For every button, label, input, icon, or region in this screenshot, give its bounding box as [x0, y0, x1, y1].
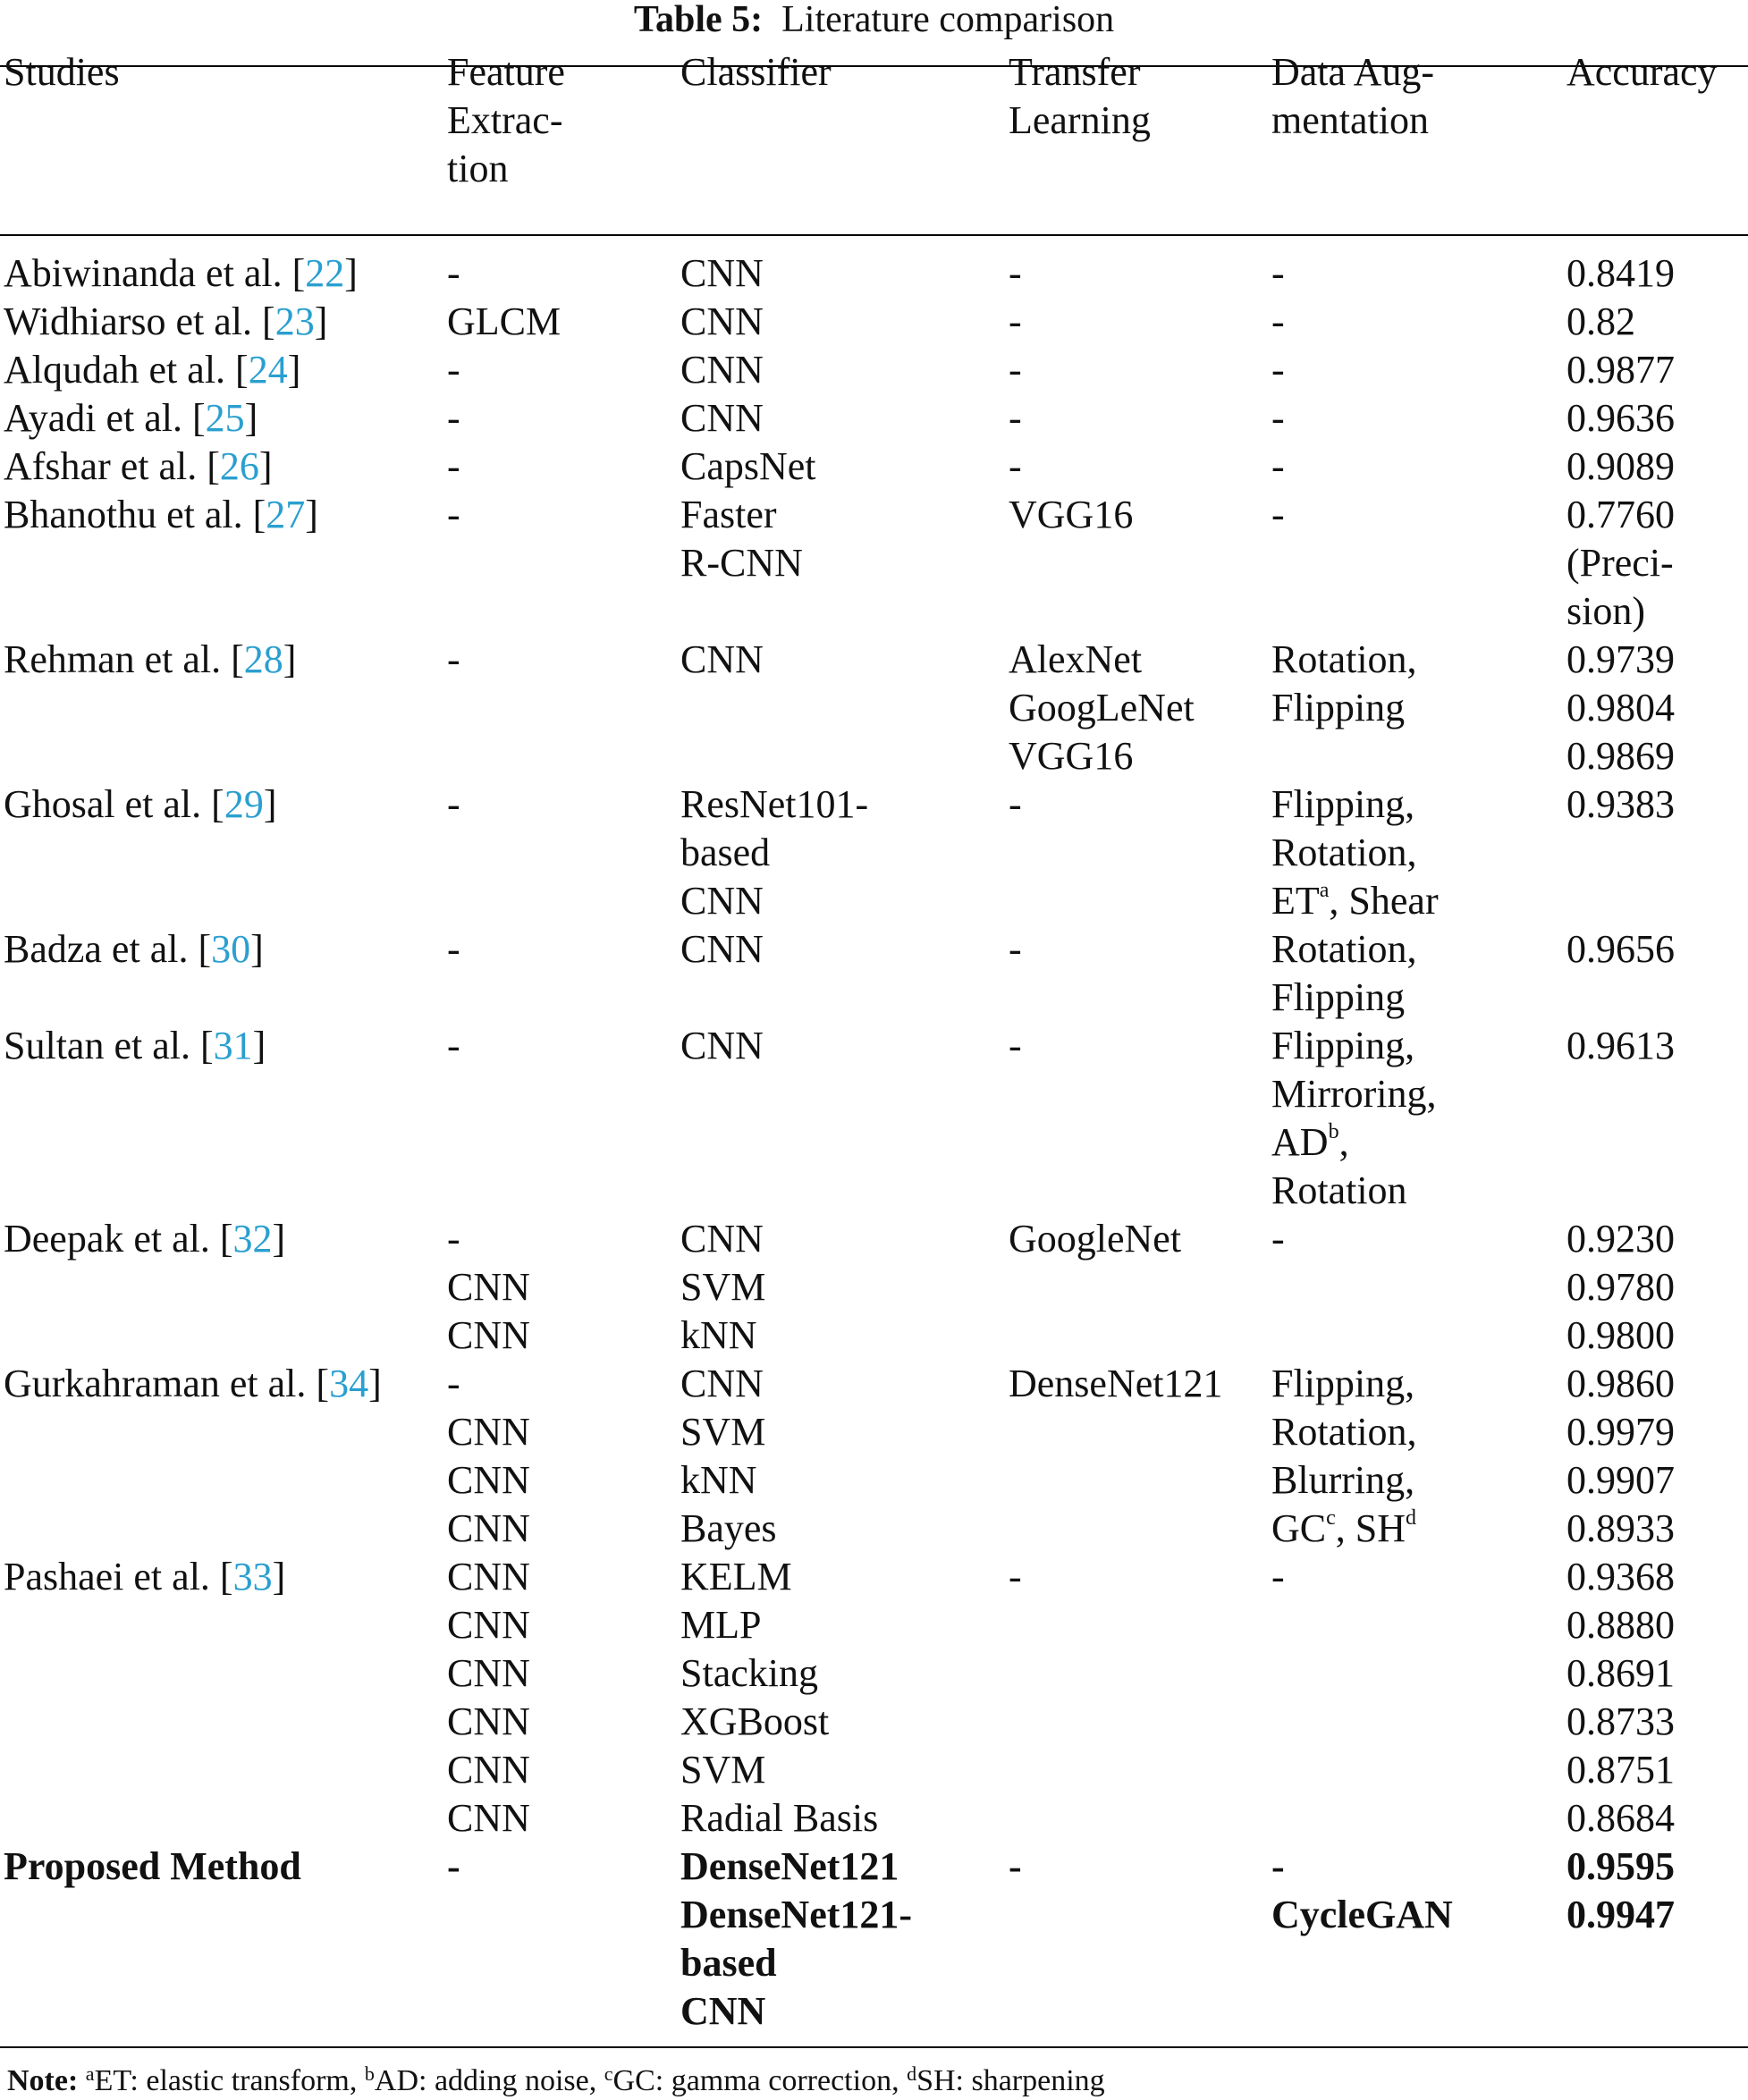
cell-accuracy: 0.9739 0.9804 0.9869: [1566, 637, 1675, 778]
cell-study: Deepak et al. [32]: [4, 1217, 286, 1261]
header-rule: [0, 234, 1748, 236]
cell-study: Afshar et al. [26]: [4, 444, 273, 488]
cell-transfer-learning: -: [1009, 348, 1022, 392]
cell-feature-extraction: -: [447, 1024, 460, 1067]
cell-transfer-learning: -: [1009, 396, 1022, 440]
cell-data-augmentation: -: [1271, 1217, 1285, 1261]
note-label: Note:: [7, 2064, 79, 2097]
cell-classifier: CNN: [680, 251, 764, 295]
table-label: Table 5:: [633, 0, 764, 40]
cell-data-augmentation: -: [1271, 348, 1285, 392]
cell-feature-extraction: GLCM: [447, 299, 562, 343]
citation-link[interactable]: 30: [211, 927, 251, 971]
cell-data-augmentation: Rotation, Flipping: [1271, 637, 1417, 730]
cell-accuracy: 0.9877: [1566, 348, 1675, 392]
cell-classifier: CNN SVM kNN: [680, 1217, 766, 1357]
cell-feature-extraction: - CNN CNN: [447, 1217, 530, 1357]
cell-data-augmentation: -: [1271, 1555, 1285, 1598]
cell-study: Bhanothu et al. [27]: [4, 493, 318, 536]
cell-transfer-learning: -: [1009, 1024, 1022, 1067]
header-accuracy: Accuracy: [1566, 50, 1718, 94]
citation-link[interactable]: 23: [274, 299, 315, 343]
cell-data-augmentation: -: [1271, 299, 1285, 343]
cell-feature-extraction: -: [447, 1844, 460, 1888]
cell-feature-extraction: -: [447, 251, 460, 295]
cell-classifier: CNN: [680, 637, 764, 681]
cell-classifier: CNN: [680, 927, 764, 971]
note-item-d: $^d$SH: sharpening: [907, 2062, 1105, 2097]
cell-feature-extraction: -: [447, 444, 460, 488]
citation-link[interactable]: 34: [329, 1362, 369, 1405]
cell-feature-extraction: CNN CNN CNN CNN CNN CNN: [447, 1555, 530, 1840]
cell-classifier: CNN: [680, 396, 764, 440]
citation-link[interactable]: 31: [213, 1024, 253, 1067]
cell-study: Badza et al. [30]: [4, 927, 264, 971]
cell-data-augmentation: Flipping, Rotation, $ET^a$, Shear: [1271, 782, 1439, 923]
cell-classifier: KELM MLP Stacking XGBoost SVM Radial Basis: [680, 1555, 879, 1840]
cell-feature-extraction: -: [447, 493, 460, 536]
citation-link[interactable]: 26: [219, 444, 259, 488]
header-studies: Studies: [4, 50, 120, 94]
cell-study: Ayadi et al. [25]: [4, 396, 258, 440]
cell-study: Gurkahraman et al. [34]: [4, 1362, 382, 1405]
cell-accuracy: 0.8419: [1566, 251, 1675, 295]
cell-accuracy: 0.9230 0.9780 0.9800: [1566, 1217, 1675, 1357]
cell-transfer-learning: -: [1009, 251, 1022, 295]
cell-data-augmentation: Rotation, Flipping: [1271, 927, 1417, 1019]
citation-link[interactable]: 28: [243, 637, 283, 681]
cell-accuracy: 0.9636: [1566, 396, 1675, 440]
header-classifier: Classifier: [680, 50, 832, 94]
note-item-c: $^c$GC: gamma correction,: [604, 2062, 908, 2097]
cell-transfer-learning: -: [1009, 782, 1022, 826]
cell-classifier: CapsNet: [680, 444, 816, 488]
cell-transfer-learning: -: [1009, 299, 1022, 343]
cell-study: Alqudah et al. [24]: [4, 348, 301, 392]
cell-transfer-learning: AlexNet GoogLeNet VGG16: [1009, 637, 1195, 778]
bottom-rule: [0, 2046, 1748, 2048]
cell-study: Rehman et al. [28]: [4, 637, 297, 681]
citation-link[interactable]: 25: [205, 396, 245, 440]
cell-classifier: CNN: [680, 1024, 764, 1067]
cell-classifier: CNN: [680, 299, 764, 343]
cell-classifier: ResNet101- based CNN: [680, 782, 869, 923]
cell-study: Sultan et al. [31]: [4, 1024, 266, 1067]
cell-transfer-learning: -: [1009, 1555, 1022, 1598]
cell-data-augmentation: - CycleGAN: [1271, 1844, 1453, 1936]
cell-accuracy: 0.7760 (Preci- sion): [1566, 493, 1675, 633]
cell-accuracy: 0.9613: [1566, 1024, 1675, 1067]
cell-feature-extraction: -: [447, 396, 460, 440]
cell-transfer-learning: -: [1009, 444, 1022, 488]
note-item-a: $^a$ET: elastic transform,: [85, 2062, 365, 2097]
cell-data-augmentation: Flipping, Rotation, Blurring, $GC^c$, $SH^d$: [1271, 1362, 1417, 1550]
cell-feature-extraction: - CNN CNN CNN: [447, 1362, 530, 1550]
citation-link[interactable]: 22: [305, 251, 345, 295]
citation-link[interactable]: 27: [266, 493, 306, 536]
cell-accuracy: 0.9595 0.9947: [1566, 1844, 1675, 1936]
cell-data-augmentation: -: [1271, 396, 1285, 440]
cell-data-augmentation: -: [1271, 444, 1285, 488]
cell-study: Proposed Method: [4, 1844, 301, 1888]
top-rule: [0, 65, 1748, 67]
citation-link[interactable]: 29: [224, 782, 264, 826]
cell-transfer-learning: -: [1009, 1844, 1022, 1888]
cell-study: Widhiarso et al. [23]: [4, 299, 328, 343]
cell-study: Abiwinanda et al. [22]: [4, 251, 358, 295]
note-item-b: $^b$AD: adding noise,: [364, 2062, 604, 2097]
cell-accuracy: 0.9368 0.8880 0.8691 0.8733 0.8751 0.8684: [1566, 1555, 1675, 1840]
citation-link[interactable]: 24: [248, 348, 288, 392]
cell-feature-extraction: -: [447, 348, 460, 392]
table-note: [7, 2063, 1105, 2099]
cell-accuracy: 0.9383: [1566, 782, 1675, 826]
citation-link[interactable]: 32: [232, 1217, 273, 1261]
cell-feature-extraction: -: [447, 782, 460, 826]
citation-link[interactable]: 33: [232, 1555, 273, 1598]
cell-data-augmentation: Flipping, Mirroring, $AD^b$, Rotation: [1271, 1024, 1437, 1212]
cell-accuracy: 0.82: [1566, 299, 1635, 343]
cell-study: Pashaei et al. [33]: [4, 1555, 286, 1598]
cell-classifier: CNN SVM kNN Bayes: [680, 1362, 777, 1550]
cell-accuracy: 0.9656: [1566, 927, 1675, 971]
cell-study: Ghosal et al. [29]: [4, 782, 277, 826]
cell-accuracy: 0.9860 0.9979 0.9907 0.8933: [1566, 1362, 1675, 1550]
cell-transfer-learning: DenseNet121: [1009, 1362, 1223, 1405]
header-data-augmentation: Data Aug- mentation: [1271, 50, 1435, 142]
cell-transfer-learning: VGG16: [1009, 493, 1134, 536]
cell-transfer-learning: -: [1009, 927, 1022, 971]
header-feature-extraction: Feature Extrac- tion: [447, 50, 565, 190]
cell-classifier: CNN: [680, 348, 764, 392]
cell-feature-extraction: -: [447, 927, 460, 971]
cell-data-augmentation: -: [1271, 251, 1285, 295]
cell-accuracy: 0.9089: [1566, 444, 1675, 488]
cell-feature-extraction: -: [447, 637, 460, 681]
table-caption: [0, 0, 1748, 39]
cell-data-augmentation: -: [1271, 493, 1285, 536]
cell-classifier: DenseNet121 DenseNet121- based CNN: [680, 1844, 913, 2033]
cell-transfer-learning: GoogleNet: [1009, 1217, 1182, 1261]
header-transfer-learning: Transfer Learning: [1009, 50, 1151, 142]
table-title: Literature comparison: [781, 0, 1115, 40]
cell-classifier: Faster R-CNN: [680, 493, 803, 585]
